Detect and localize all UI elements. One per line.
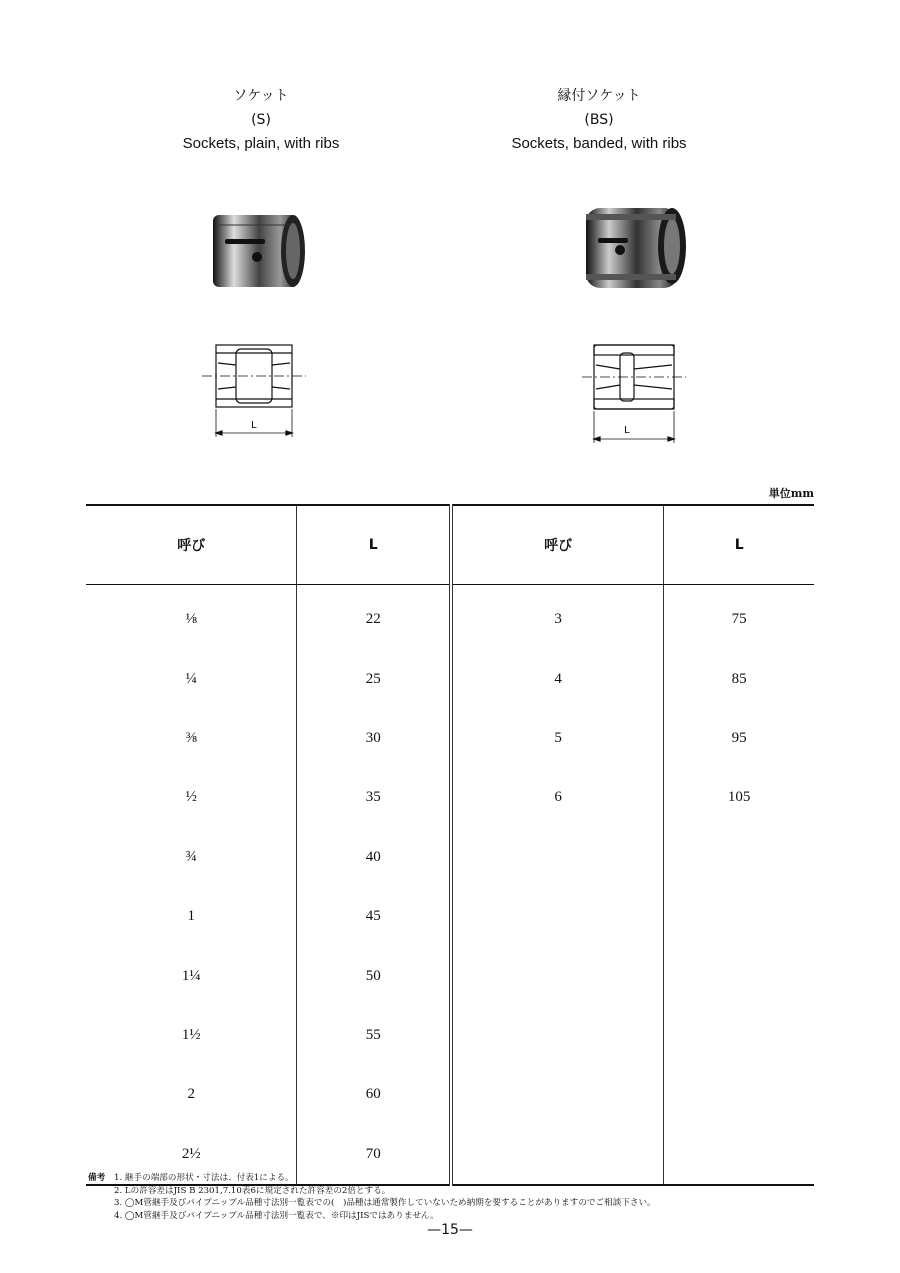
l-left-cell: 50 xyxy=(297,946,451,1005)
l-right-cell xyxy=(664,887,814,946)
plain-socket-photo xyxy=(205,205,310,295)
l-left-cell: 40 xyxy=(297,828,451,887)
header-size-left: 呼び xyxy=(86,505,297,585)
banded-socket-photo xyxy=(580,200,695,295)
left-title-block xyxy=(111,84,411,156)
notes-heading: 備考 xyxy=(88,1173,106,1183)
size-right-cell xyxy=(451,946,664,1005)
size-right-cell: 4 xyxy=(451,649,664,708)
l-right-cell xyxy=(664,1006,814,1065)
right-name-en: Sockets, banded, with ribs xyxy=(511,135,687,152)
size-right-cell: 5 xyxy=(451,709,664,768)
unit-label: 単位mm xyxy=(768,487,814,500)
size-left-cell: ⅜ xyxy=(185,729,197,746)
l-right-cell xyxy=(664,828,814,887)
note-item: 1. 継手の端部の形状・寸法は、付表1による。 xyxy=(114,1173,294,1183)
header-size-right: 呼び xyxy=(451,505,664,585)
banded-socket-drawing xyxy=(580,335,690,450)
l-left-cell: 45 xyxy=(297,887,451,946)
notes xyxy=(88,1172,818,1222)
left-name-en: Sockets, plain, with ribs xyxy=(182,135,340,152)
table-row xyxy=(86,946,814,1005)
l-right-cell: 95 xyxy=(664,709,814,768)
left-code: (S) xyxy=(251,112,271,128)
header-l-right: L xyxy=(664,505,814,585)
table-header-row xyxy=(86,505,814,585)
dimension-table xyxy=(86,504,814,1186)
left-name-ja: ソケット xyxy=(233,88,289,104)
size-left-cell: 1¼ xyxy=(181,967,201,984)
note-item: 4. ◯M管継手及びパイプニップル品種寸法別一覧表で、※印はJISではありません。 xyxy=(114,1210,439,1221)
size-right-cell xyxy=(451,1065,664,1124)
l-left-cell: 30 xyxy=(297,709,451,768)
table-row xyxy=(86,709,814,768)
size-right-cell xyxy=(451,828,664,887)
size-right-cell xyxy=(451,887,664,946)
l-left-cell: 70 xyxy=(297,1125,451,1185)
size-left-cell: ⅛ xyxy=(185,611,197,628)
size-left-cell: 2½ xyxy=(86,1125,297,1185)
note-item: 3. ◯M管継手及びパイプニップル品種寸法別一覧表での( )品種は通常製作していないため納期を要することがありますのでご相談下さい。 xyxy=(114,1198,656,1208)
l-left-cell: 22 xyxy=(297,585,451,650)
table-row xyxy=(86,768,814,827)
size-left-cell: ½ xyxy=(185,789,197,806)
right-title-block xyxy=(449,84,749,156)
table-row xyxy=(86,828,814,887)
l-left-cell: 35 xyxy=(297,768,451,827)
left-dim-label: L xyxy=(251,420,257,431)
right-code: (BS) xyxy=(584,112,614,128)
l-right-cell xyxy=(664,946,814,1005)
l-right-cell: 85 xyxy=(664,649,814,708)
page-number: —15— xyxy=(427,1222,473,1238)
right-name-ja: 縁付ソケット xyxy=(557,88,641,104)
size-left-cell: 2 xyxy=(187,1086,195,1103)
l-left-cell: 60 xyxy=(297,1065,451,1124)
l-left-cell: 25 xyxy=(297,649,451,708)
table-row xyxy=(86,649,814,708)
table-row xyxy=(86,585,814,650)
size-left-cell: 1½ xyxy=(181,1026,201,1043)
size-right-cell: 6 xyxy=(451,768,664,827)
header-l-left: L xyxy=(297,505,451,585)
size-left-cell: ¼ xyxy=(185,670,197,687)
l-right-cell xyxy=(664,1065,814,1124)
plain-socket-drawing xyxy=(200,335,310,445)
note-item: 2. Lの許容差はJIS B 2301,7.10表6に規定された許容差の2倍とする。 xyxy=(114,1185,391,1196)
size-left-cell: ¾ xyxy=(185,848,197,865)
l-left-cell: 55 xyxy=(297,1006,451,1065)
table-row xyxy=(86,1065,814,1124)
l-right-cell: 105 xyxy=(664,768,814,827)
table-row xyxy=(86,1006,814,1065)
size-right-cell xyxy=(451,1006,664,1065)
table-row xyxy=(86,887,814,946)
l-right-cell: 75 xyxy=(664,585,814,650)
size-right-cell: 3 xyxy=(451,585,664,650)
size-left-cell: 1 xyxy=(187,908,195,925)
right-dim-label: L xyxy=(624,425,630,436)
